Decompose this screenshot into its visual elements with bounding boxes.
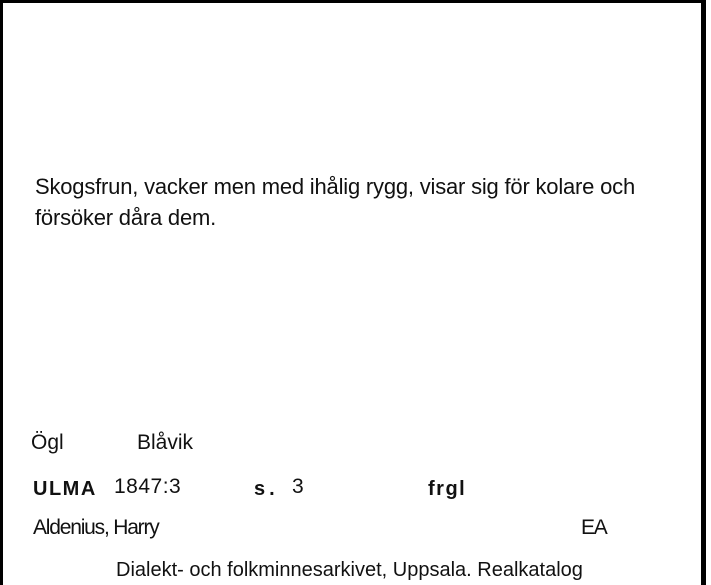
parish-abbreviation: Ögl [31, 431, 64, 454]
archive-code: ULMA [33, 478, 97, 500]
footer-archive: Dialekt- och folkminnesarkivet, Uppsala. Realkatalog [116, 559, 583, 581]
description-line-2: försöker dåra dem. [35, 205, 217, 230]
archive-number: 1847:3 [114, 475, 182, 498]
card-description [35, 171, 685, 233]
place-name: Blåvik [137, 431, 194, 454]
collector-name: Aldenius, Harry [33, 516, 159, 539]
page-label: s. [254, 478, 279, 500]
page-number: 3 [292, 475, 304, 498]
category-code: frgl [428, 478, 467, 500]
description-line-1: Skogsfrun, vacker men med ihålig rygg, visar sig för kolare och [35, 174, 635, 199]
collector-code: EA [581, 516, 607, 539]
